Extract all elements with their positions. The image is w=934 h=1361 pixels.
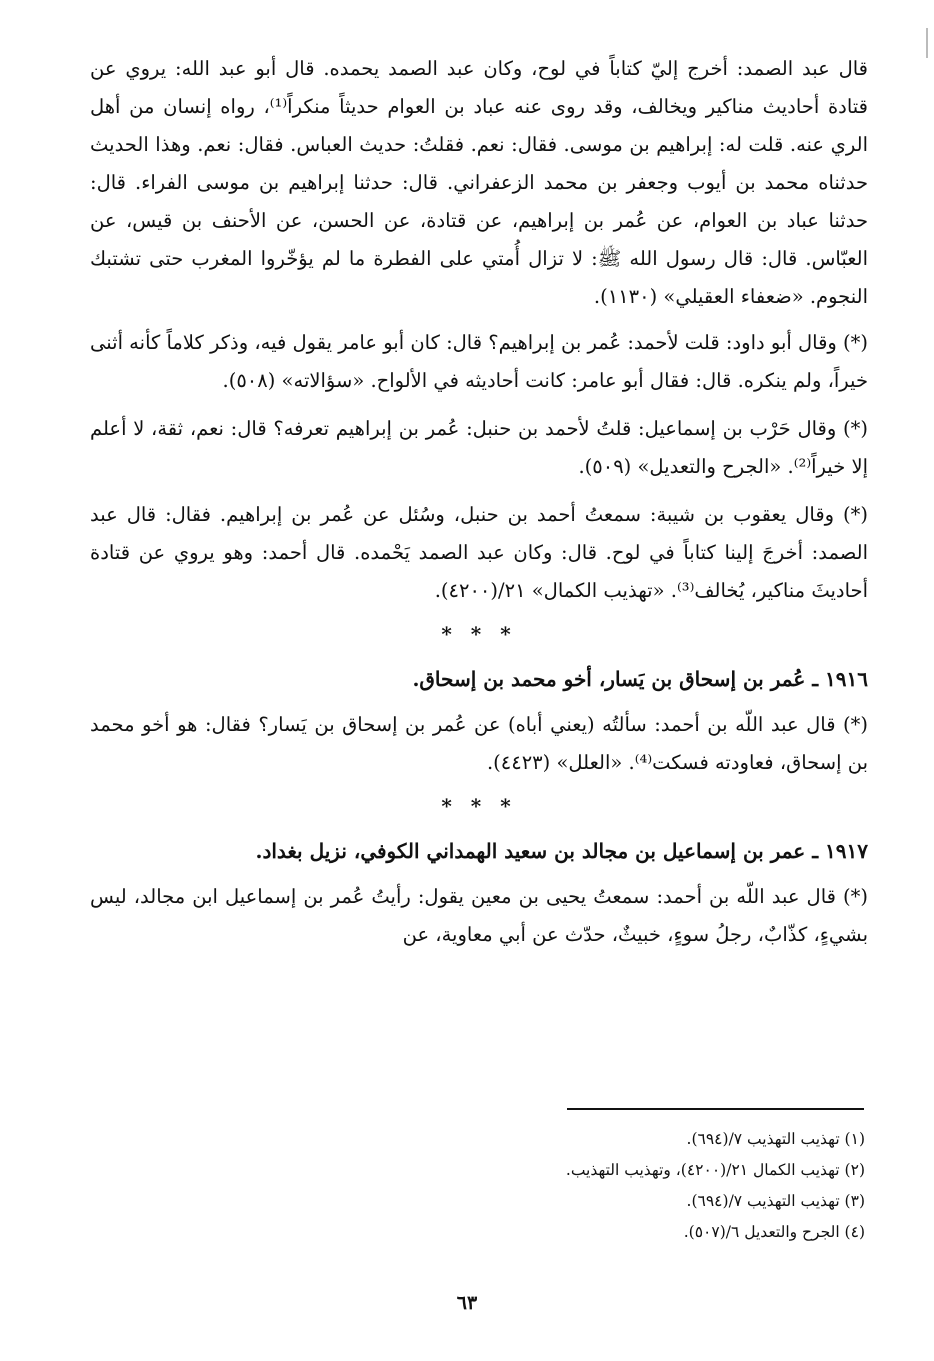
entry-text-1917: (*) قال عبد اللّه بن أحمد: سمعتُ يحيى بن معين يقول: رأيتُ عُمر بن إسماعيل ابن مجالد، ليس بشيءٍ، كذّابٌ، رجلُ سوءٍ، خبيثٌ، حدّث عن أبي معاوية، عن — [90, 885, 868, 946]
page-number: ٦٣ — [456, 1292, 478, 1314]
paragraph-yaqub: (*) وقال يعقوب بن شيبة: سمعتُ أحمد بن حنبل، وسُئل عن عُمر بن إبراهيم. فقال: قال عبد الصمد: أخرجَ إلينا كتاباً في لوح. قال: وكان عبد الصمد يَحْمده. قال أحمد: وهو يروي عن قتادة أحاديثَ مناكير، يُخالف⁽³⁾. «تهذيب الكمال» ٢١/(٤٢٠٠). — [90, 503, 868, 602]
footnote-2: (٢) تهذيب الكمال ٢١/(٤٢٠٠)، وتهذيب التهذيب. — [565, 1161, 865, 1179]
paragraph-aqili: قال عبد الصمد: أخرج إليّ كتاباً في لوح، وكان عبد الصمد يحمده. قال أبو عبد الله: يروي عن قتادة أحاديث مناكير ويخالف، وقد روى عنه عباد بن العوام حديثاً منكراً⁽¹⁾، رواه إنسان من أهل الري عنه. قلت له: إبراهيم بن موسى. فقال: نعم. فقلتُ: حديث العباس. فقال: نعم. وهذا الحديث حدثناه محمد بن أيوب وجعفر بن محمد الزعفراني. قال: حدثنا إبراهيم بن موسى الفراء. قال: حدثنا عباد بن العوام، عن عُمر بن إبراهيم، عن قتادة، عن الحسن، عن الأحنف بن قيس، عن العبّاس. قال: قال رسول الله ﷺ: لا تزال أُمتي على الفطرة ما لم يؤخّروا المغرب حتى تشتبك النجوم. «ضعفاء العقيلي» (١١٣٠). — [90, 57, 868, 308]
page-body — [90, 50, 868, 964]
footnote-4: (٤) الجرح والتعديل ٦/(٥٠٧). — [683, 1223, 865, 1241]
footnote-3: (٣) تهذيب التهذيب ٧/(٦٩٤). — [686, 1192, 865, 1210]
section-separator: * * * — [441, 622, 517, 646]
paragraph-harb: (*) وقال حَرْب بن إسماعيل: قلتُ لأحمد بن حنبل: عُمر بن إبراهيم تعرفه؟ قال: نعم، ثقة، لا أعلم إلا خيراً⁽²⁾. «الجرح والتعديل» (٥٠٩). — [90, 417, 868, 478]
paragraph-abu-dawud: (*) وقال أبو داود: قلت لأحمد: عُمر بن إبراهيم؟ قال: كان أبو عامر يقول فيه، وذكر كلاماً كأنه أثنى خيراً، ولم ينكره. قال: فقال أبو عامر: كانت أحاديثه في الألواح. «سؤالاته» (٥٠٨). — [90, 331, 868, 392]
section-separator: * * * — [441, 794, 517, 818]
entry-text-1916: (*) قال عبد اللّه بن أحمد: سألتُه (يعني أباه) عن عُمر بن إسحاق بن يَسار؟ فقال: هو أخو محمد بن إسحاق، فعاودته فسكت⁽⁴⁾. «العلل» (٤٤٢٣). — [90, 713, 868, 774]
footnote-1: (١) تهذيب التهذيب ٧/(٦٩٤). — [686, 1130, 865, 1148]
entry-title-1917: ١٩١٧ ـ عمر بن إسماعيل بن مجالد بن سعيد الهمداني الكوفي، نزيل بغداد. — [255, 839, 868, 863]
footnote-divider — [567, 1108, 864, 1110]
footnotes — [90, 1124, 865, 1248]
scan-edge-mark — [926, 28, 928, 58]
entry-title-1916: ١٩١٦ ـ عُمر بن إسحاق بن يَسار، أخو محمد بن إسحاق. — [412, 667, 868, 691]
